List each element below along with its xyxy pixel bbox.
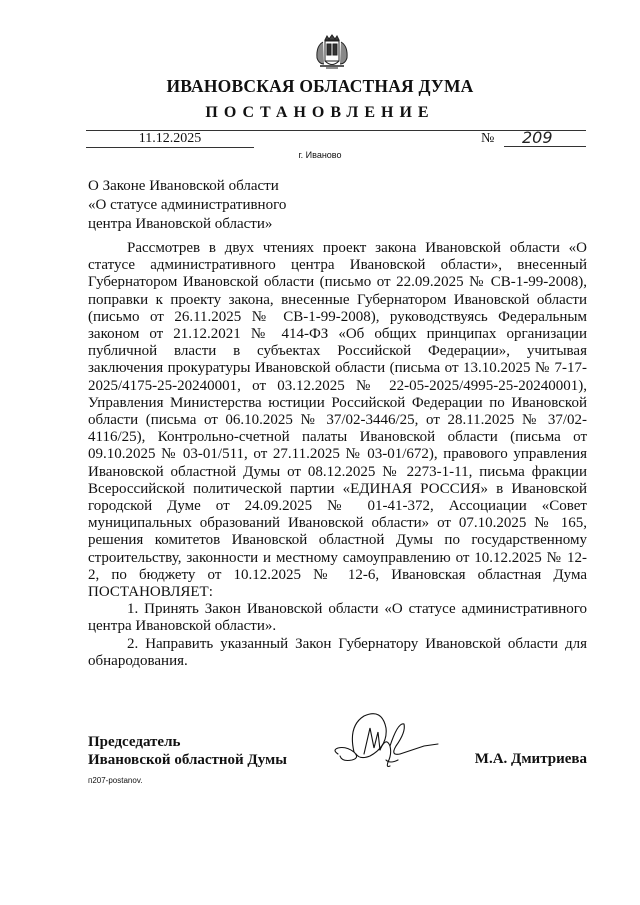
document-body	[88, 240, 587, 670]
handwritten-signature-icon	[330, 706, 445, 776]
signatory-name: М.А. Дмитриева	[474, 751, 587, 767]
document-number: 209	[504, 128, 586, 147]
organization-name: ИВАНОВСКАЯ ОБЛАСТНАЯ ДУМА	[166, 76, 474, 96]
signatory-position	[88, 733, 287, 769]
document-subject	[88, 177, 348, 234]
subject-line: центра Ивановской области»	[88, 216, 273, 232]
number-label: №	[481, 131, 495, 146]
coat-of-arms-icon	[310, 30, 354, 74]
document-type: ПОСТАНОВЛЕНИЕ	[205, 104, 435, 121]
document-date: 11.12.2025	[86, 131, 254, 148]
position-line: Ивановской областной Думы	[88, 752, 287, 768]
position-line: Председатель	[88, 734, 181, 750]
body-paragraph-item-1: 1. Принять Закон Ивановской области «О статусе административного центра Ивановской области».	[88, 601, 587, 635]
subject-line: «О статусе административного	[88, 197, 287, 213]
body-paragraph-preamble: Рассмотрев в двух чтениях проект закона Ивановской области «О статусе административного центра Ивановской области», внесенный Губернатором Ивановской области (письмо от 22.09.2025 № СВ-1-99-2008), поправки к проекту закона, внесенные Губернатором Ивановской области (письмо от 26.11.2025 № СВ-1-99-2008), руководствуясь Федеральным законом от 21.12.2021 № 414-ФЗ «Об общих принципах организации публичной власти в субъектах Российской Федерации», учитывая заключения прокуратуры Ивановской области (письма от 13.10.2025 № 7-17-2025/4175-25-20240001, от 03.12.2025 № 22-05-2025/4995-25-20240001), Управления Министерства юстиции Российской Федерации по Ивановской области (письма от 06.10.2025 № 37/02-3446/25, от 28.11.2025 № 37/02-4116/25), Контрольно-счетной палаты Ивановской области (письма от 09.10.2025 № 03-01/511, от 27.11.2025 № 03-01/672), правового управления Ивановской областной Думы от 08.12.2025 № 2273-1-11, письма фракции Всероссийской политической партии «ЕДИНАЯ РОССИЯ» в Ивановской городской Думе от 24.09.2025 № 01-41-372, Ассоциации «Совет муниципальных образований Ивановской области» от 07.10.2025 № 165, решения комитетов Ивановской областной Думы по государственному строительству, законности и местному самоуправлению от 10.12.2025 № 12-2, по бюджету от 10.12.2025 № 12-6, Ивановская областная Дума ПОСТАНОВЛЯЕТ:	[88, 240, 587, 601]
city: г. Иваново	[298, 150, 342, 160]
subject-line: О Законе Ивановской области	[88, 178, 279, 194]
body-paragraph-item-2: 2. Направить указанный Закон Губернатору Ивановской области для обнародования.	[88, 635, 587, 669]
file-reference: п207-postanov.	[88, 776, 143, 785]
